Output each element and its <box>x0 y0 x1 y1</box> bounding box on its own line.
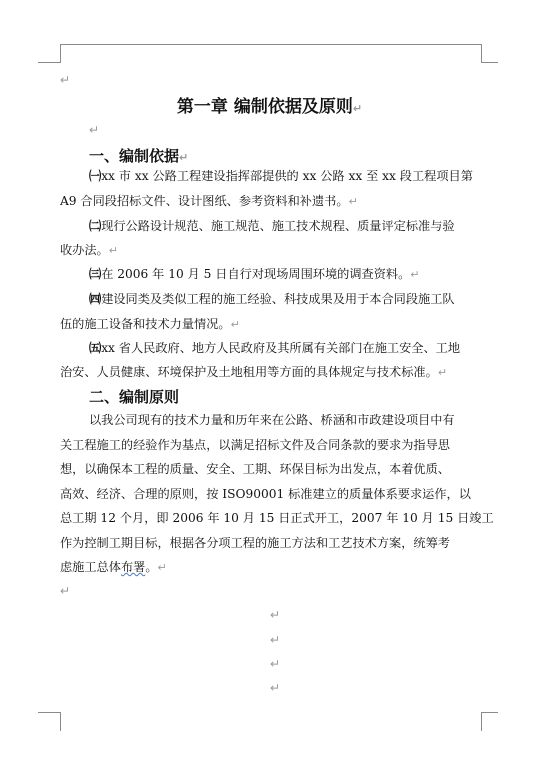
principle-line-4: 高效、经济、合理的原则，按 ISO90001 标准建立的质量体系要求运作，以 <box>60 487 471 501</box>
item-text: A9 合同段招标文件、设计图纸、参考资料和补遗书。 <box>60 194 349 208</box>
paragraph-mark: ↵ <box>230 318 240 331</box>
principle-line-5: 总工期 12 个月，即 2006 年 10 月 15 日正式开工，2007 年 10 月 15 日竣工 <box>60 511 494 525</box>
principle-line-3: 想，以确保本工程的质量、安全、工期、环保目标为出发点，本着优质、 <box>60 462 450 476</box>
spellcheck-underlined-word[interactable]: 布署 <box>120 560 146 574</box>
item-number: ㈤ <box>89 341 102 355</box>
paragraph-mark: ↵ <box>270 633 281 647</box>
item-text: 收办法。 <box>60 243 109 257</box>
basis-item-4-line-1 <box>89 291 455 307</box>
paragraph-mark: ↵ <box>157 561 167 574</box>
item-number: ㈢ <box>89 267 102 281</box>
basis-item-1-line-2 <box>60 193 358 210</box>
paragraph-mark: ↵ <box>89 123 100 137</box>
principle-text: 。 <box>145 560 158 574</box>
paragraph-mark: ↵ <box>60 584 71 598</box>
section-2-heading-text: 二、编制原则 <box>89 388 180 406</box>
principle-line-2: 关工程施工的经验作为基点，以满足招标文件及合同条款的要求为指导思 <box>60 438 450 452</box>
page-top-edge <box>60 44 481 45</box>
paragraph-mark: ↵ <box>437 366 448 379</box>
paragraph-mark: ↵ <box>352 102 363 115</box>
basis-item-2-line-2 <box>60 242 118 259</box>
crop-mark-top-right <box>481 44 498 63</box>
section-1-heading <box>89 145 188 166</box>
basis-item-2-line-1 <box>89 218 455 234</box>
item-text: 建设同类及类似工程的施工经验、科技成果及用于本合同段施工队 <box>101 292 455 306</box>
item-text: xx 市 xx 公路工程建设指挥部提供的 xx 公路 xx 至 xx 段工程项目第 <box>101 169 473 183</box>
principle-line-6: 作为控制工期目标，根据各分项工程的施工方法和工艺技术方案，统筹考 <box>60 536 450 550</box>
item-text: 治安、人员健康、环境保护及土地租用等方面的具体规定与技术标准。 <box>60 365 438 379</box>
section-2-heading <box>89 386 179 407</box>
paragraph-mark: ↵ <box>270 608 281 622</box>
principle-line-1: 以我公司现有的技术力量和历年来在公路、桥涵和市政建设项目中有 <box>89 413 455 427</box>
paragraph-mark: ↵ <box>108 244 118 257</box>
basis-item-3-line-1 <box>89 266 420 283</box>
principle-text: 虑施工总体 <box>60 560 121 574</box>
item-number: ㈠ <box>89 169 102 183</box>
item-text: 伍的施工设备和技术力量情况。 <box>60 317 231 331</box>
principle-line-7 <box>60 559 167 576</box>
basis-item-4-line-2 <box>60 316 240 333</box>
basis-item-5-line-2 <box>60 364 447 381</box>
basis-item-1-line-1 <box>89 168 473 184</box>
item-text: xx 省人民政府、地方人民政府及其所属有关部门在施工安全、工地 <box>101 341 461 355</box>
basis-item-5-line-1 <box>89 340 460 356</box>
paragraph-mark: ↵ <box>348 195 358 208</box>
paragraph-mark: ↵ <box>270 681 281 695</box>
crop-mark-top-left <box>38 44 61 63</box>
section-1-heading-text: 一、编制依据 <box>89 147 180 165</box>
item-text: 在 2006 年 10 月 5 日自行对现场周围环境的调查资料。 <box>101 267 411 281</box>
paragraph-mark: ↵ <box>60 73 71 87</box>
item-number: ㈡ <box>89 219 102 233</box>
paragraph-mark: ↵ <box>179 151 189 164</box>
chapter-title <box>0 92 539 117</box>
item-text: 现行公路设计规范、施工规范、施工技术规程、质量评定标准与验 <box>101 219 455 233</box>
item-number: ㈣ <box>89 292 102 306</box>
crop-mark-bottom-left <box>38 712 61 731</box>
paragraph-mark: ↵ <box>410 268 420 281</box>
paragraph-mark: ↵ <box>270 657 281 671</box>
chapter-title-text: 第一章 编制依据及原则 <box>176 97 353 117</box>
crop-mark-bottom-right <box>481 712 498 731</box>
